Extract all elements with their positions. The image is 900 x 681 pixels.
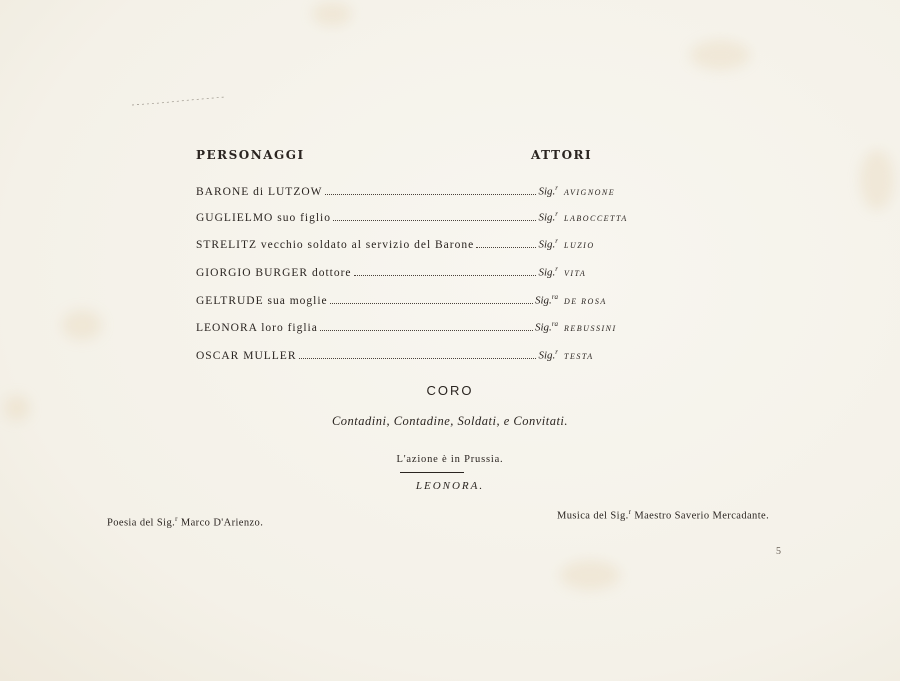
music-credit xyxy=(557,508,769,522)
actor-name: TESTA xyxy=(564,351,594,361)
honorific-sup: r xyxy=(555,210,558,218)
honorific xyxy=(535,293,558,307)
cast-row xyxy=(196,320,636,338)
work-title: LEONORA. xyxy=(415,480,485,492)
setting-note: L'azione è in Prussia. xyxy=(396,454,504,465)
poetry-credit-name: Marco D'Arienzo. xyxy=(177,517,264,529)
character-description: dottore xyxy=(308,266,352,279)
paper-stain xyxy=(860,150,894,210)
character-label: STRELITZ xyxy=(196,238,258,251)
cast-row xyxy=(196,293,636,311)
character-name xyxy=(196,212,331,224)
character-label: LEONORA xyxy=(196,321,258,334)
dot-leader xyxy=(325,185,537,195)
cast-row xyxy=(196,265,636,283)
honorific xyxy=(535,320,558,334)
honorific-sup: r xyxy=(555,184,558,192)
honorific-sup: ra xyxy=(551,320,558,328)
cast-row xyxy=(196,210,636,228)
character-name xyxy=(196,186,323,198)
honorific-sup: ra xyxy=(551,293,558,301)
poetry-credit xyxy=(107,515,263,529)
actor-name: AVIGNONE xyxy=(564,187,616,197)
character-name xyxy=(196,267,352,279)
music-credit-name: Maestro Saverio Mercadante. xyxy=(631,510,770,522)
pencil-mark xyxy=(130,95,230,107)
page-number: 5 xyxy=(776,546,781,557)
dot-leader xyxy=(333,211,536,221)
character-description: loro figlia xyxy=(257,321,318,334)
actor-name: LUZIO xyxy=(564,240,595,250)
character-label: OSCAR MULLER xyxy=(196,349,297,362)
dot-leader xyxy=(320,321,533,331)
honorific xyxy=(538,237,558,251)
music-credit-sup: r xyxy=(628,508,632,516)
honorific xyxy=(538,265,558,279)
dot-leader xyxy=(354,266,537,276)
character-label: BARONE xyxy=(196,185,250,198)
honorific-base: Sig. xyxy=(534,294,552,307)
coro-heading: CORO xyxy=(426,383,474,398)
actor-name: DE ROSA xyxy=(564,296,607,306)
honorific-base: Sig. xyxy=(538,185,556,198)
character-description: di LUTZOW xyxy=(249,185,323,198)
cast-row xyxy=(196,237,636,255)
character-name xyxy=(196,350,297,362)
honorific xyxy=(538,210,558,224)
character-name xyxy=(196,239,474,251)
personaggi-header: PERSONAGGI xyxy=(196,148,305,162)
character-description: sua moglie xyxy=(263,294,328,307)
dot-leader xyxy=(330,294,533,304)
character-name xyxy=(196,295,328,307)
cast-row xyxy=(196,184,636,202)
dot-leader xyxy=(476,238,536,248)
chorus-list: Contadini, Contadine, Soldati, e Convitati. xyxy=(331,414,569,428)
character-label: GIORGIO BURGER xyxy=(196,266,309,279)
divider-rule xyxy=(400,472,464,473)
cast-row xyxy=(196,348,636,366)
music-credit-prefix: Musica del Sig. xyxy=(557,510,629,522)
honorific-base: Sig. xyxy=(534,321,552,334)
paper-stain xyxy=(560,560,620,590)
actor-name: LABOCCETTA xyxy=(564,213,628,223)
actor-name: VITA xyxy=(564,268,587,278)
honorific-base: Sig. xyxy=(538,266,556,279)
poetry-credit-sup: r xyxy=(175,515,178,523)
paper-stain xyxy=(690,40,750,70)
dot-leader xyxy=(299,349,537,359)
honorific-base: Sig. xyxy=(538,349,556,362)
paper-stain xyxy=(312,2,352,26)
honorific xyxy=(538,348,558,362)
character-label: GUGLIELMO xyxy=(196,211,274,224)
character-label: GELTRUDE xyxy=(196,294,264,307)
honorific-sup: r xyxy=(555,265,558,273)
honorific-sup: r xyxy=(555,237,558,245)
honorific-sup: r xyxy=(555,348,558,356)
honorific-base: Sig. xyxy=(538,238,556,251)
poetry-credit-prefix: Poesia del Sig. xyxy=(107,517,176,529)
character-description: suo figlio xyxy=(273,211,331,224)
character-description: vecchio soldato al servizio del Barone xyxy=(257,238,475,251)
honorific-base: Sig. xyxy=(538,211,556,224)
honorific xyxy=(538,184,558,198)
actor-name: REBUSSINI xyxy=(564,323,617,333)
attori-header: ATTORI xyxy=(531,148,593,162)
character-name xyxy=(196,322,318,334)
paper-stain xyxy=(62,310,102,340)
